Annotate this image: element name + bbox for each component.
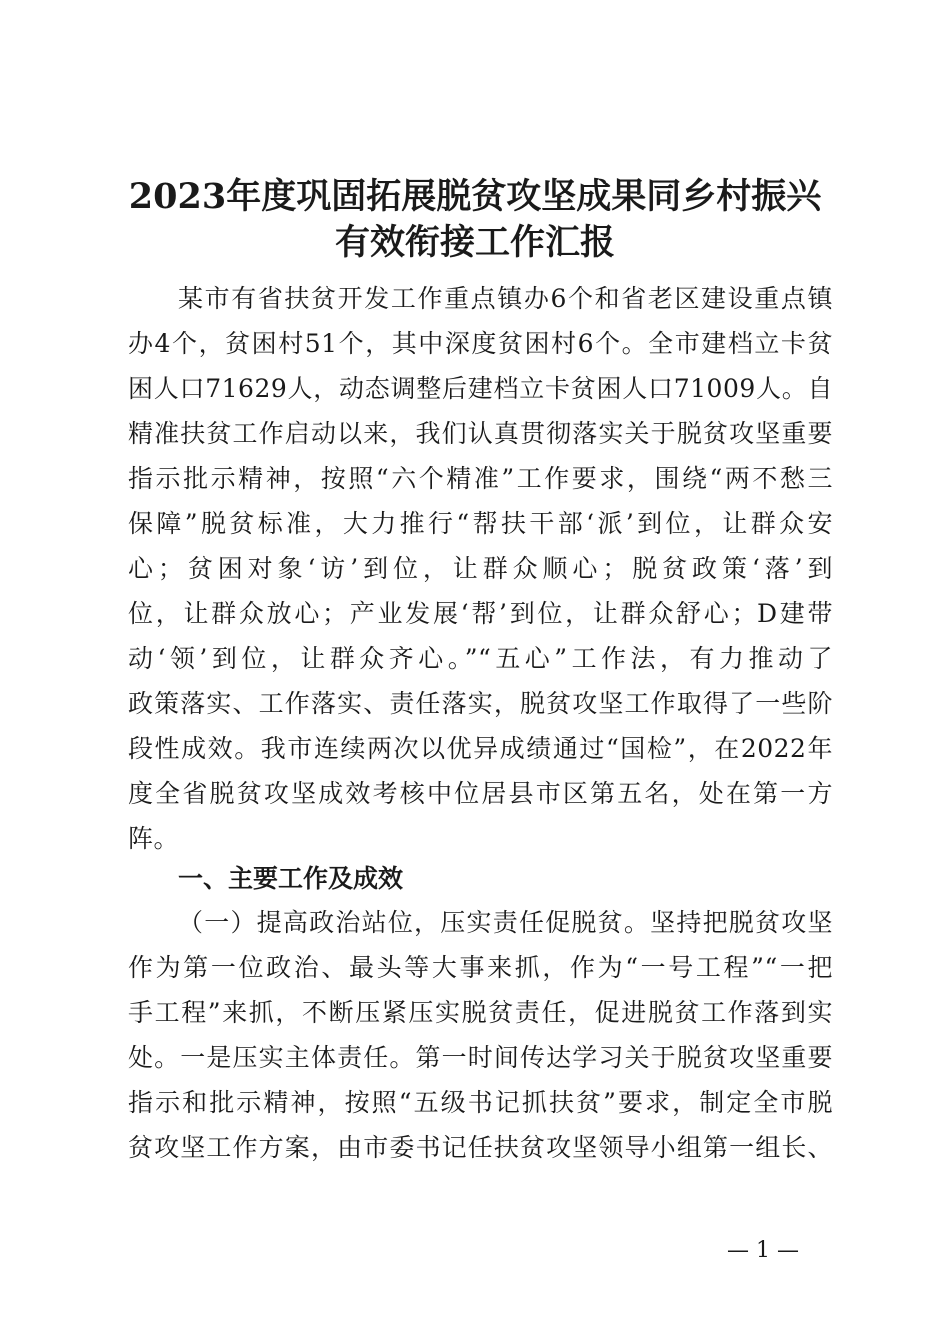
paragraph-line: 动‘领’到位，让群众齐心。”“五心”工作法，有力推动了 xyxy=(128,644,833,673)
paragraph-line: 办4个，贫困村51个，其中深度贫困村6个。全市建档立卡贫 xyxy=(128,329,833,358)
paragraph-line: 保障”脱贫标准，大力推行“帮扶干部‘派’到位，让群众安 xyxy=(128,509,833,538)
document-title-line-2: 有效衔接工作汇报 xyxy=(334,222,615,263)
paragraph-line: 精准扶贫工作启动以来，我们认真贯彻落实关于脱贫攻坚重要 xyxy=(128,419,833,448)
paragraph-line: 位，让群众放心；产业发展‘帮’到位，让群众舒心；D建带 xyxy=(128,599,833,628)
document-title-line-1: 2023年度巩固拓展脱贫攻坚成果同乡村振兴 xyxy=(128,176,822,217)
paragraph-line: 段性成效。我市连续两次以优异成绩通过“国检”，在2022年 xyxy=(128,734,833,763)
paragraph-line: 困人口71629人，动态调整后建档立卡贫困人口71009人。自 xyxy=(128,374,833,403)
paragraph-line: 作为第一位政治、最头等大事来抓，作为“一号工程”“一把 xyxy=(128,953,833,982)
section-heading: 一、主要工作及成效 xyxy=(178,864,404,893)
intro-paragraph xyxy=(128,276,833,861)
paragraph-line: （一）提高政治站位，压实责任促脱贫。坚持把脱贫攻坚 xyxy=(178,908,833,937)
paragraph-line: 手工程”来抓，不断压紧压实脱贫责任，促进脱贫工作落到实 xyxy=(128,998,833,1027)
paragraph-line: 阵。 xyxy=(128,824,180,853)
paragraph-line: 指示批示精神，按照“六个精准”工作要求，围绕“两不愁三 xyxy=(128,464,833,493)
paragraph-line: 政策落实、工作落实、责任落实，脱贫攻坚工作取得了一些阶 xyxy=(128,689,833,718)
paragraph-line: 某市有省扶贫开发工作重点镇办6个和省老区建设重点镇 xyxy=(178,284,833,313)
paragraph-line: 处。一是压实主体责任。第一时间传达学习关于脱贫攻坚重要 xyxy=(128,1043,833,1072)
paragraph-line: 指示和批示精神，按照“五级书记抓扶贫”要求，制定全市脱 xyxy=(128,1088,833,1117)
section-paragraph xyxy=(128,900,833,1170)
paragraph-line: 度全省脱贫攻坚成效考核中位居县市区第五名，处在第一方 xyxy=(128,779,833,808)
paragraph-line: 心；贫困对象‘访’到位，让群众顺心；脱贫政策‘落’到 xyxy=(128,554,833,583)
paragraph-line: 贫攻坚工作方案，由市委书记任扶贫攻坚领导小组第一组长、 xyxy=(128,1133,833,1162)
page-number: — 1 — xyxy=(727,1238,799,1263)
